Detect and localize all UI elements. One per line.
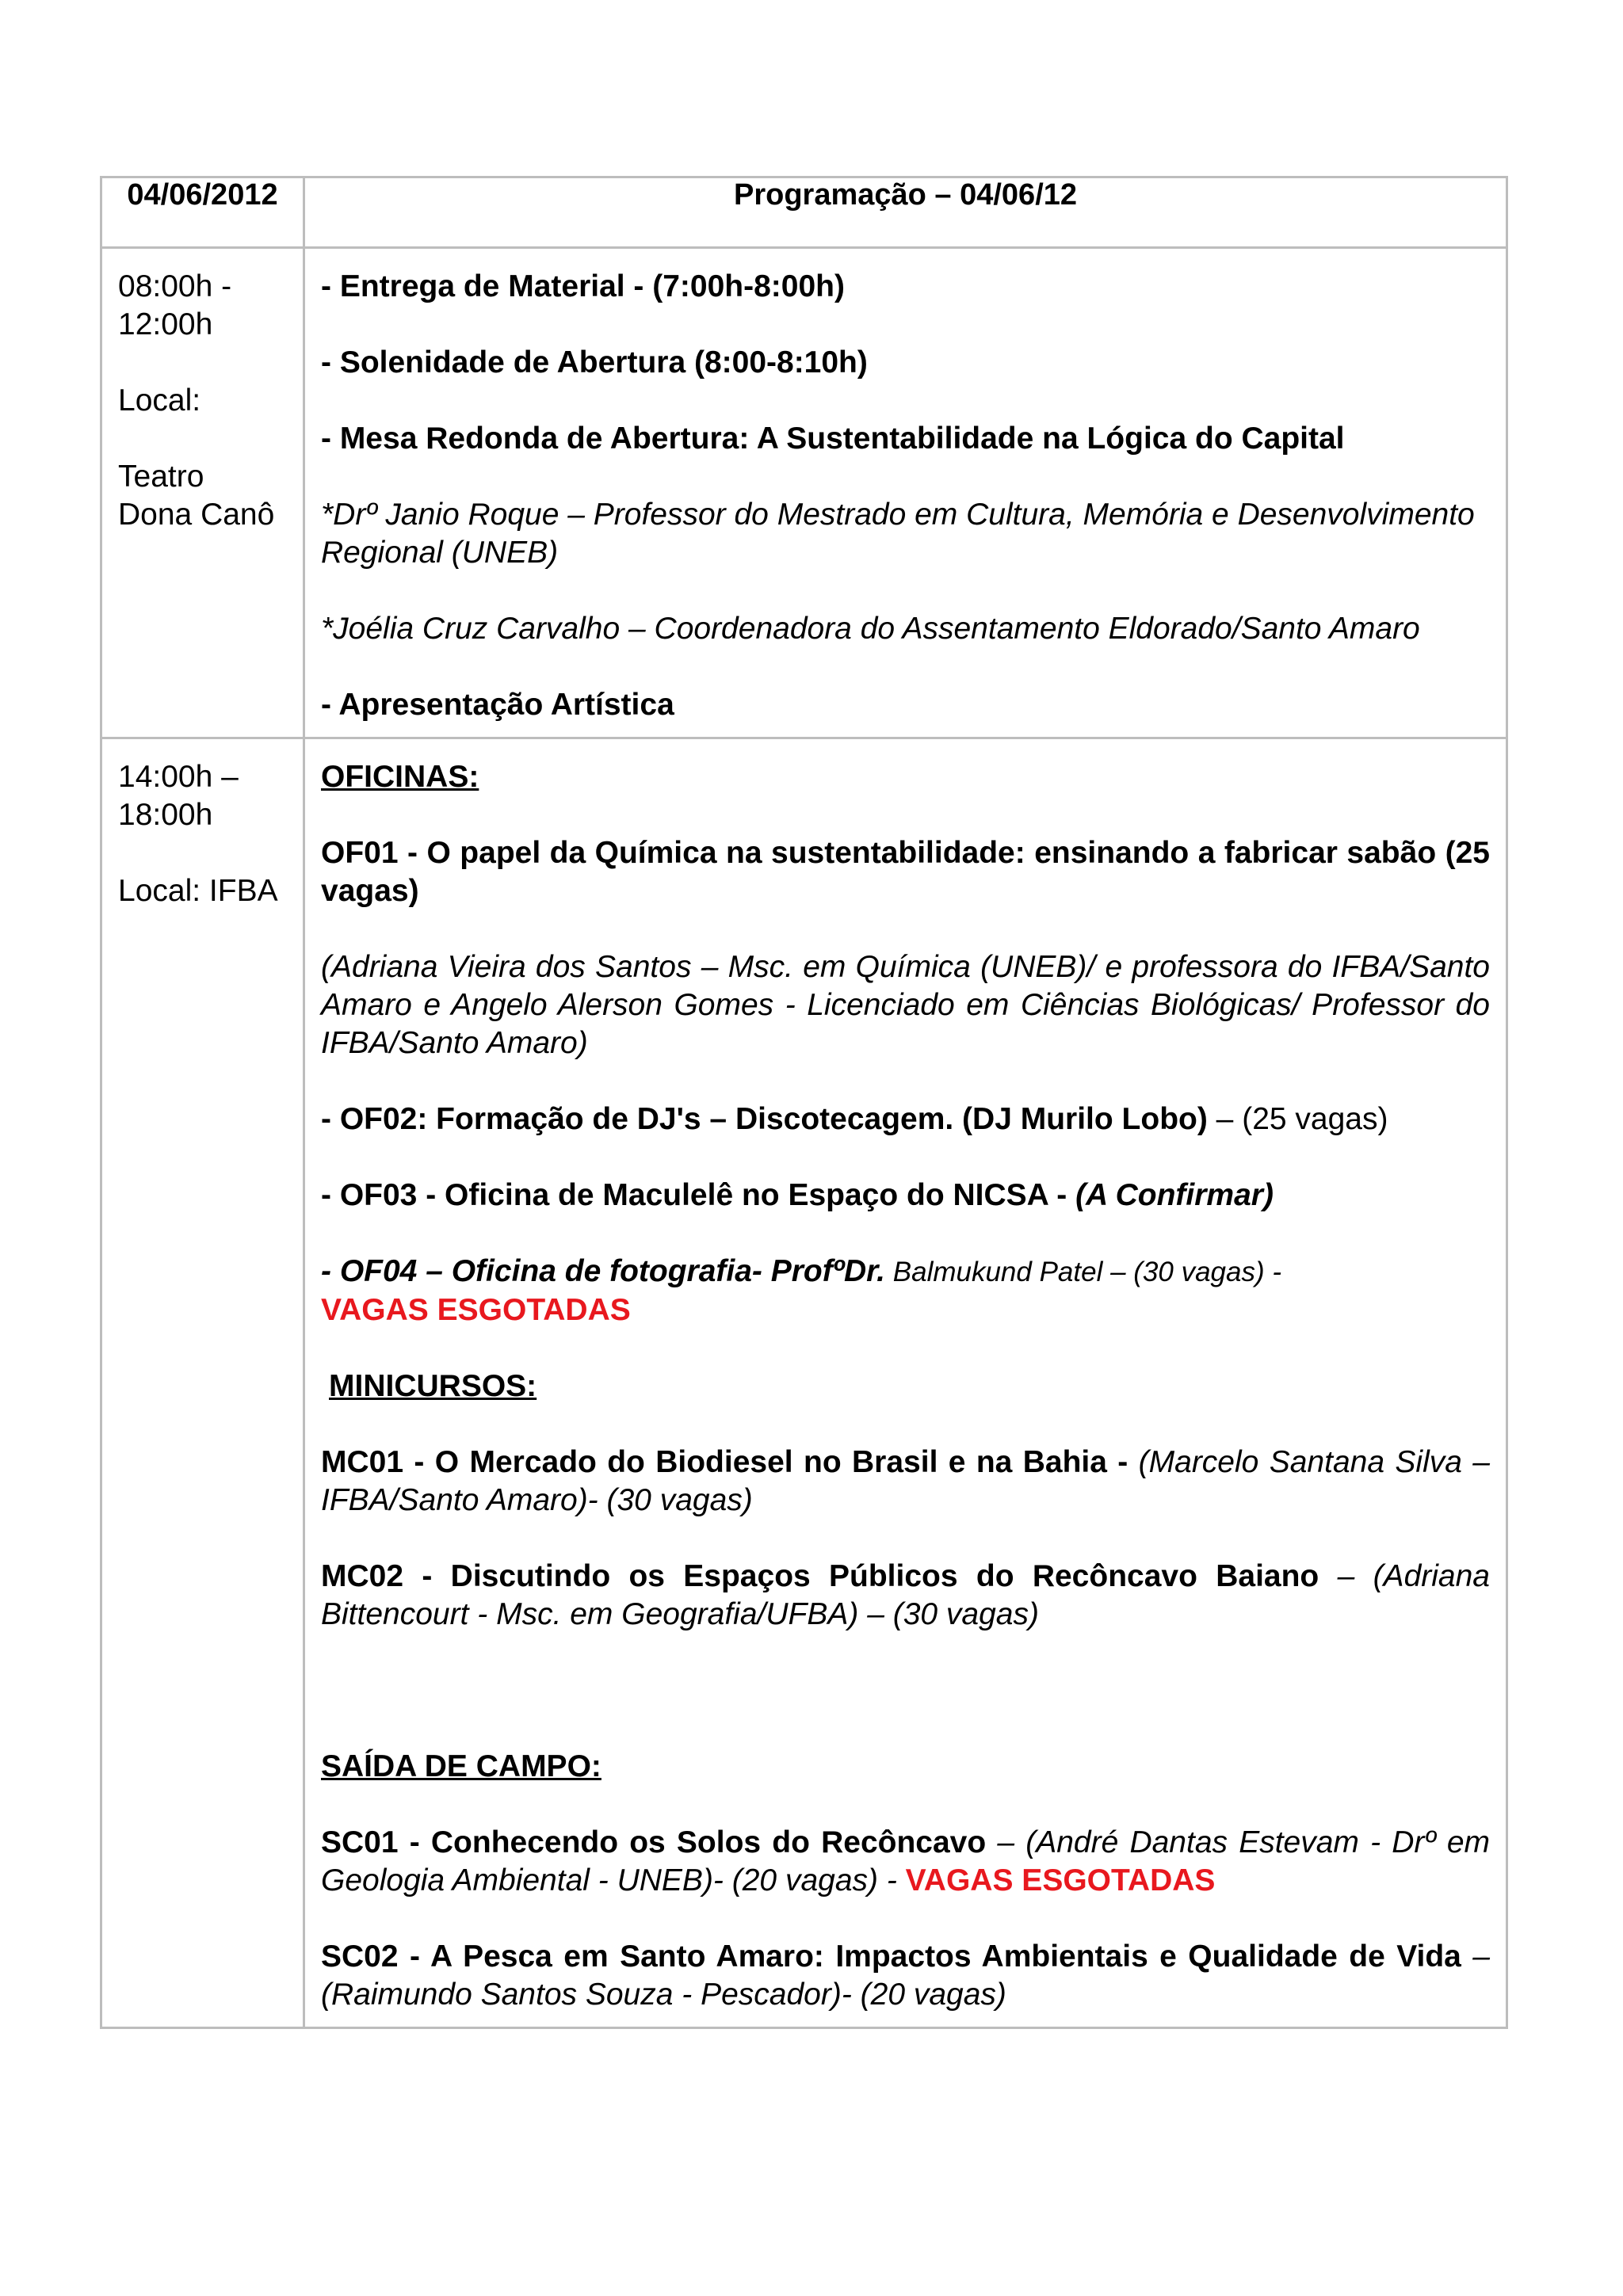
morning-local-label: Local: [118,383,201,418]
sc01-status: VAGAS ESGOTADAS [905,1863,1216,1897]
morning-speaker-1: *Drº Janio Roque – Professor do Mestrado em Cultura, Memória e Desenvolvimento Regional (UNEB) [321,498,1475,570]
of01-title: OF01 - O papel da Química na sustentabilidade: ensinando a fabricar sabão (25 vagas) [321,836,1490,908]
morning-speaker-2: *Joélia Cruz Carvalho – Coordenadora do Assentamento Eldorado/Santo Amaro [321,612,1420,646]
morning-item-apresentacao: - Apresentação Artística [321,688,674,722]
of02-title: - OF02: Formação de DJ's – Discotecagem. (DJ Murilo Lobo) [321,1102,1208,1136]
of03-note: (A Confirmar) [1075,1178,1274,1212]
afternoon-time-cell [101,738,304,2028]
of02-vagas: – (25 vagas) [1207,1102,1388,1136]
spacer [321,1672,1490,1748]
mc01-detail: (Marcelo Santana Silva – IFBA/Santo Amaro)- (30 vagas) [321,1445,1490,1517]
sc01-title: SC01 - Conhecendo os Solos do Recôncavo [321,1825,987,1859]
of03-title: - OF03 - Oficina de Maculelê no Espaço do NICSA - [321,1178,1076,1212]
morning-item-material: - Entrega de Material - (7:00h-8:00h) [321,269,845,303]
mc01-title: MC01 - O Mercado do Biodiesel no Brasil e na Bahia - [321,1445,1139,1479]
sc01-entry [321,1824,1490,1900]
oficinas-heading: OFICINAS: [321,760,479,794]
afternoon-time-end: 18:00h [118,798,213,832]
of04-detail: Balmukund Patel – (30 vagas) - [885,1257,1282,1287]
morning-time-end: 12:00h [118,307,213,341]
sc02-title: SC02 - A Pesca em Santo Amaro: Impactos Ambientais e Qualidade de Vida [321,1939,1461,1974]
morning-time-cell [101,248,304,738]
morning-item-solenidade: - Solenidade de Abertura (8:00-8:10h) [321,345,868,379]
mc02-title: MC02 - Discutindo os Espaços Públicos do Recôncavo Baiano [321,1559,1319,1593]
schedule-table [100,176,1508,2029]
saida-campo-heading: SAÍDA DE CAMPO: [321,1749,601,1783]
sc01-detail: – (André Dantas Estevam - Drº em Geologia Ambiental - UNEB)- (20 vagas) - [321,1825,1490,1897]
sc02-entry [321,1938,1490,2014]
afternoon-row [101,738,1507,2028]
header-title: Programação – 04/06/12 [304,177,1507,248]
afternoon-time-start: 14:00h – [118,760,239,794]
of04-title: - OF04 – Oficina de fotografia- ProfºDr. [321,1254,886,1288]
mc02-entry [321,1558,1490,1634]
morning-venue-line2: Dona Canô [118,498,275,532]
header-row [101,177,1507,248]
header-date: 04/06/2012 [101,177,304,248]
sc02-detail: – (Raimundo Santos Souza - Pescador)- (20 vagas) [321,1939,1490,2012]
of04-entry [321,1253,1490,1329]
of03-entry [321,1177,1490,1215]
afternoon-local: Local: IFBA [118,874,278,908]
morning-item-mesa-redonda: - Mesa Redonda de Abertura: A Sustentabilidade na Lógica do Capital [321,421,1345,456]
of04-status: VAGAS ESGOTADAS [321,1293,631,1327]
minicursos-heading: MINICURSOS: [329,1369,537,1403]
of01-detail: (Adriana Vieira dos Santos – Msc. em Química (UNEB)/ e professora do IFBA/Santo Amaro e Angelo Alerson Gomes - Licenciado em Ciências Biológicas/ Professor do IFBA/Santo Amaro) [321,950,1490,1060]
morning-program-cell [304,248,1507,738]
mc01-entry [321,1444,1490,1520]
mc02-detail: – (Adriana Bittencourt - Msc. em Geografia/UFBA) – (30 vagas) [321,1559,1490,1631]
morning-time-start: 08:00h - [118,269,232,303]
afternoon-program-cell [304,738,1507,2028]
morning-venue-line1: Teatro [118,460,204,494]
of02-entry [321,1100,1490,1138]
morning-row [101,248,1507,738]
